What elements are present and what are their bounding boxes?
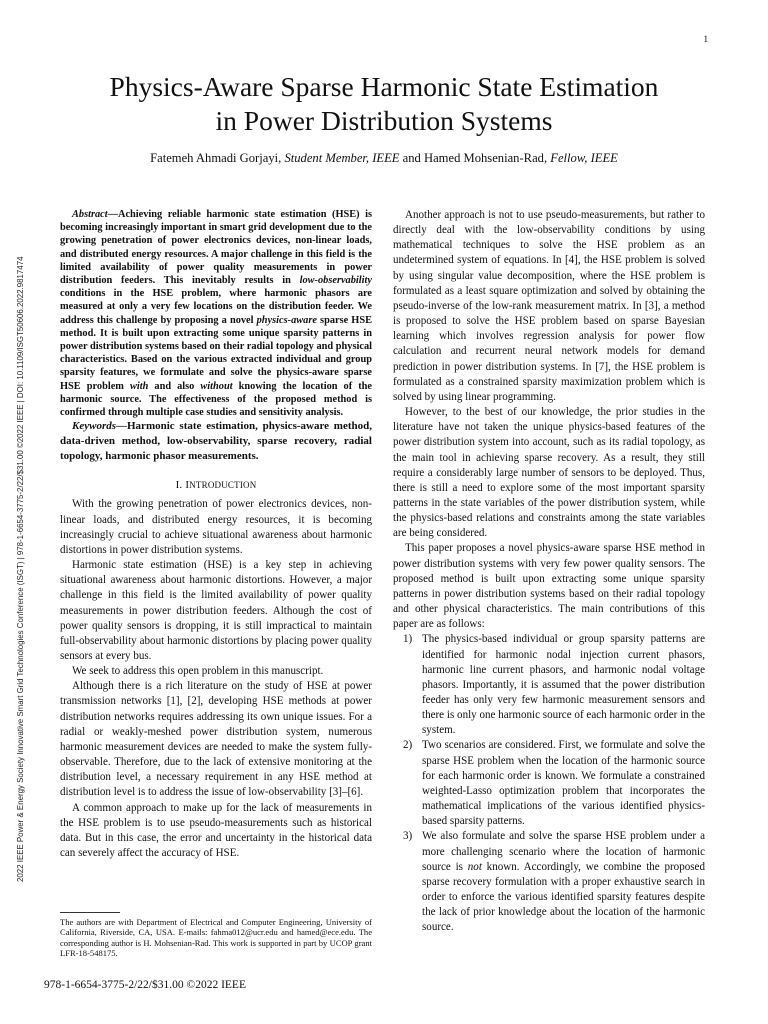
keywords-text: —Harmonic state estimation, physics-aware method, data-driven method, low-observability, sparse recovery, radial topology, harmonic phasor measurements. [60,420,372,463]
keywords [60,419,372,464]
intro-paragraph: Although there is a rich literature on the study of HSE at power transmission networks [1], [2], developing HSE methods at power distribution networks requires addressing its own unique issues. For a radial or weakly-meshed power distribution system, numerous harmonic measurement devices are needed to make the system fully-observable. Therefore, due to the lack of extensive monitoring at the distribution level, a necessary requirement in any HSE method at distribution level is to address the issue of low-observability [3]–[6]. [60,680,372,799]
body-paragraph: This paper proposes a novel physics-aware sparse HSE method in power distribution systems with very few power quality sensors. The proposed method is built upon extracting some unique sparsity patterns in power distribution systems based on their radial topology and other physical characteristics. The main contributions of this paper are as follows: [393,542,705,631]
list-item-text: The physics-based individual or group sparsity patterns are identified for harmonic nodal injection current phasors, harmonic line current phasors, and harmonic nodal voltage phasors. Importantly, it is assumed that the power distribution feeder has only very few harmonic measurement sensors and there is only one harmonic source of each harmonic order in the system. [422,633,705,737]
author-conjunction: and [402,151,421,165]
list-item-text: We also formulate and solve the sparse HSE problem under a more challenging scenario where the location of harmonic source is [422,830,705,873]
author-2-role: Fellow, IEEE [550,151,618,165]
keywords-label: Keywords [72,420,116,433]
author-2: Hamed Mohsenian-Rad, [424,151,548,165]
section-title-rest: NTRODUCTION [189,480,257,491]
abstract-label: Abstract [72,209,108,220]
section-title-initial: I [185,479,190,492]
page-number: 1 [703,34,708,44]
abstract-em-1: low-observability [299,275,372,287]
paper-title [40,70,728,138]
abstract-em-4: without [200,380,233,392]
abstract-text-3: sparse HSE method. It is built upon extracting some unique sparsity patterns in power distribution systems based on their radial topology and physical characteristics. Based on the various extracted individual and group sparsity features, we formulate and solve the physics-aware sparse HSE problem [60,314,373,392]
abstract-text-5: knowing the location of the harmonic source. The effectiveness of the proposed method is confirmed through multiple case studies and sensitivity analysis. [60,380,372,419]
list-item [393,829,705,935]
abstract-text-1: —Achieving reliable harmonic state estimation (HSE) is becoming increasingly important in smart grid development due to the growing penetration of power electronics devices, non-linear loads, and distributed energy resources. A major challenge in this field is the limited availability of power quality measurements in power distribution feeders. This inevitably results in [60,209,372,287]
section-numeral: I. [175,479,183,492]
abstract-em-2: physics-aware [256,314,317,326]
list-item-emphasis: not [467,860,482,873]
body-paragraph: Another approach is not to use pseudo-measurements, but rather to directly deal with the low-observability conditions by using mathematical techniques to solve the HSE problem as an undetermined system of equations. In [4], the HSE problem is solved by using singular value decomposition, where the HSE problem is formulated as a least square optimization and solved by obtaining the pseudo-inverse of the low-rank measurement matrix. In [3], a method is proposed to solve the HSE problem based on sparse Bayesian learning which involves regression analysis for power flow calculation and recurrent neural network models for demand prediction in power distribution systems. In [7], the HSE problem is formulated as a constrained sparsity maximization problem which is solved by using linear programming. [393,209,705,403]
author-line [40,151,728,166]
abstract-em-3: with [129,380,149,392]
side-citation-strip [0,0,30,1024]
intro-paragraph: With the growing penetration of power electronics devices, non-linear loads, and distributed energy resources, it is becoming increasingly crucial to achieve situational awareness about harmonic distortions in power distribution systems. [60,498,372,556]
list-item-text: Two scenarios are considered. First, we formulate and solve the sparse HSE problem when the location of the harmonic source for each harmonic order is known. We formulate a constrained weighted-Lasso optimization problem that incorporates the mathematical implications of the various identified physics-based sparsity patterns. [422,739,705,828]
body-paragraph: However, to the best of our knowledge, the prior studies in the literature have not taken the unique physics-based features of the power distribution system into account, such as its radial topology, as the main tool in achieving sparse recovery. As a result, they still require a considerably large number of sensors to be deployed. Thus, there is still a need to explore some of the most important sparsity patterns in the state variables of the power distribution system, while the physics-based relations and constraints among the state variables are being considered. [393,406,705,540]
paper-title-line2: in Power Distribution Systems [215,105,553,136]
list-item [393,632,705,738]
footnote-rule [60,912,120,913]
list-item-number: 2) [403,739,413,752]
author-footnote: The authors are with Department of Electrical and Computer Engineering, University of California, Riverside, CA, USA. E-mails: fahma012@ucr.edu and hamed@ece.edu. The corresponding author is H. Mohsenian-Rad. This work is supported in part by UCOP grant LFR-18-548175. [60,917,372,959]
section-heading-introduction [60,478,372,493]
contributions-list [393,632,705,935]
abstract-text-4: and also [148,380,201,392]
abstract [60,208,372,419]
abstract-text-2: conditions in the HSE problem, where harmonic phasors are measured at only a very few locations on the distribution feeder. We address this challenge by proposing a novel [60,288,372,326]
side-citation-text: 2022 IEEE Power & Energy Society Innovative Smart Grid Technologies Conference (ISGT) | 978-1-6654-3775-2/22/$31.00 ©2022 IEEE | DOI: 10.1109/ISGT50606.2022.9817474 [16,256,25,882]
copyright-line: 978-1-6654-3775-2/22/$31.00 ©2022 IEEE [44,979,246,991]
paper-title-line1: Physics-Aware Sparse Harmonic State Estimation [109,71,659,102]
list-item [393,738,705,829]
intro-paragraph: A common approach to make up for the lack of measurements in the HSE problem is to use pseudo-measurements such as historical data. But in this case, the error and uncertainty in the historical data can severely affect the accuracy of HSE. [60,801,372,859]
list-item-text: known. Accordingly, we combine the proposed sparse recovery formulation with a proper exhaustive search in order to enforce the various identified sparsity features despite the lack of prior knowledge about the location of the harmonic source. [422,860,705,934]
list-item-number: 1) [403,633,413,646]
intro-paragraph: We seek to address this open problem in this manuscript. [72,665,324,678]
author-1-role: Student Member, IEEE [284,151,400,165]
left-column [60,208,372,861]
list-item-number: 3) [403,830,413,843]
intro-paragraph: Harmonic state estimation (HSE) is a key step in achieving situational awareness about harmonic distortions. However, a major challenge in this field is the limited availability of power quality measurements in power distribution feeders. Although the cost of power quality sensors is dropping, it is still impractical to maintain full-observability about harmonic distortions by placing power quality sensors at every bus. [60,559,372,662]
author-1: Fatemeh Ahmadi Gorjayi, [150,151,282,165]
right-column [393,208,705,936]
